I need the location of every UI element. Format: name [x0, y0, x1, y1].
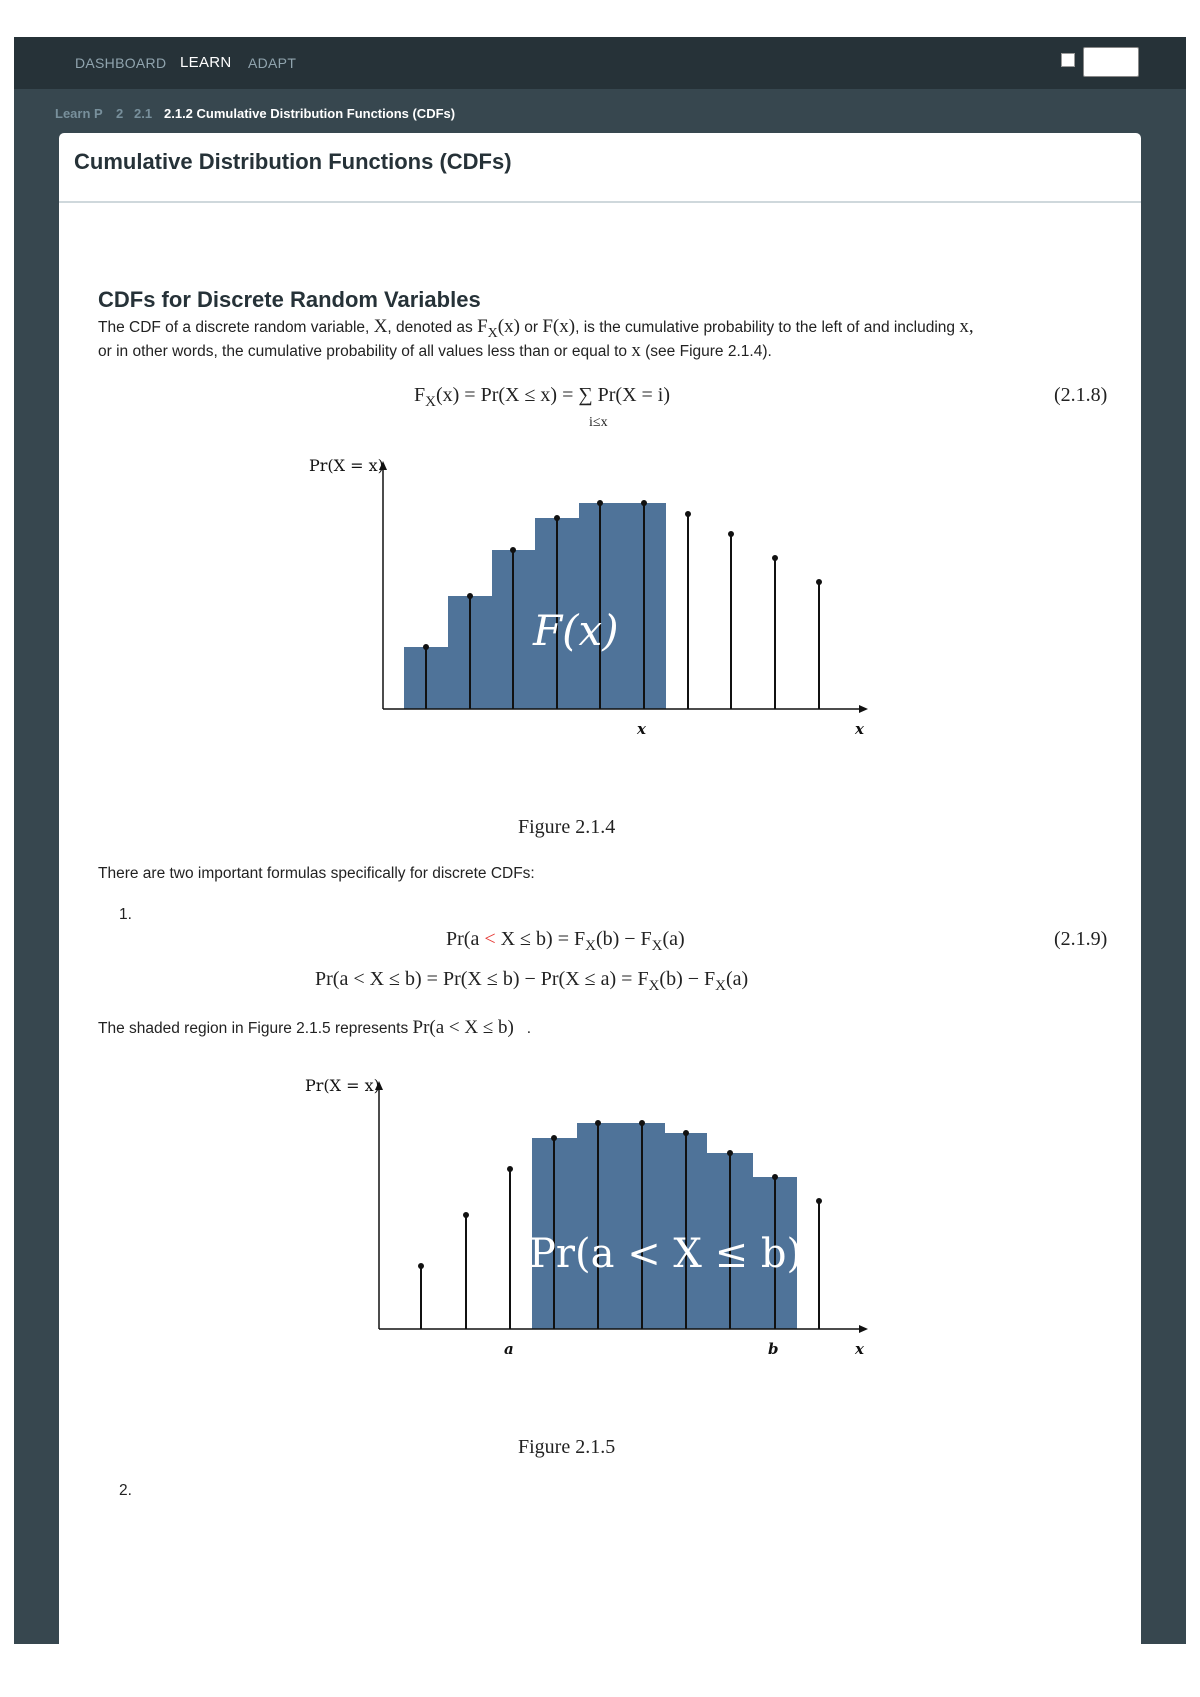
top-nav-bar: [14, 37, 1186, 89]
intro-math-FX: $F_X(x)$: [477, 316, 520, 341]
breadcrumb-chapter-2[interactable]: 2: [116, 106, 124, 121]
equation-2-1-8: $F_X(x) = Pr(X \le x)$ = ∑ Pr(X = i): [414, 384, 671, 410]
shaded-region-math: Pr(a < X ≤ b): [412, 1017, 514, 1038]
figure-2-1-5-area-label: Pr(a < X ≤ b): [529, 1231, 803, 1277]
page-title: Cumulative Distribution Functions (CDFs): [74, 149, 512, 174]
figure-2-1-5-x-label: x: [855, 1340, 864, 1358]
intro-text-4: , is the cumulative probability to the left of and including: [575, 319, 956, 336]
formulas-intro: There are two important formulas specifically for discrete CDFs:: [98, 865, 535, 882]
nav-dashboard[interactable]: DASHBOARD: [75, 55, 167, 71]
figure-2-1-5-stem-dot-9: [772, 1174, 778, 1180]
intro-math-Fx: F(x): [542, 316, 576, 337]
breadcrumb-current: 2.1.2 Cumulative Distribution Functions (CDFs): [164, 106, 456, 121]
figure-2-1-5-x-arrow: [859, 1325, 868, 1333]
equation-number-2-1-9: (2.1.9): [1054, 928, 1108, 950]
figure-2-1-5-stem-dot-6: [639, 1120, 645, 1126]
equation-2-1-9b: $Pr(a < X \le b) = Pr(X \le b) - Pr(X \le a) = F_X(b) - F_X(a)$: [315, 968, 749, 994]
shaded-region-period: .: [526, 1020, 532, 1037]
intro-text-5: or in other words, the cumulative probability of all values less than or equal to: [98, 343, 628, 360]
intro-figure-ref: (see Figure 2.1.4).: [645, 343, 772, 360]
figure-2-1-5-stem-dot-3: [507, 1166, 513, 1172]
breadcrumb-section-2-1[interactable]: 2.1: [134, 106, 153, 121]
nav-learn[interactable]: LEARN: [180, 54, 232, 71]
figure-2-1-4-area-label: F(x): [533, 606, 619, 655]
intro-text-3: or: [524, 319, 539, 336]
intro-math-X: X: [373, 316, 388, 337]
figure-2-1-5-shaded-area: [532, 1123, 797, 1329]
section-heading: CDFs for Discrete Random Variables: [98, 287, 481, 312]
app-frame: [14, 37, 1186, 1644]
equation-2-1-9: $Pr(a < X \le b) = F_X(b) - F_X(a)$: [446, 928, 685, 954]
figure-2-1-5-stem-dot-10: [816, 1198, 822, 1204]
figure-2-1-5-y-label: Pr(X = x): [305, 1076, 380, 1095]
figure-2-1-5-stem-dot-2: [463, 1212, 469, 1218]
figure-2-1-5-stem-dot-5: [595, 1120, 601, 1126]
list-item-1-number: 1.: [119, 906, 132, 923]
figure-2-1-5-stem-dot-4: [551, 1135, 557, 1141]
intro-math-x2: x: [631, 340, 641, 361]
figure-2-1-5-stem-dot-1: [418, 1263, 424, 1269]
figure-2-1-5-tick-b: b: [768, 1340, 779, 1358]
search-input[interactable]: [1083, 47, 1139, 77]
menu-toggle-checkbox[interactable]: [1061, 53, 1075, 67]
shaded-region-label: The shaded region in Figure 2.1.5 represents: [98, 1020, 409, 1037]
figure-2-1-5-bar-2: [577, 1123, 665, 1329]
list-item-2-number: 2.: [119, 1482, 132, 1499]
content-card: [59, 133, 1141, 1644]
breadcrumb-learn-p[interactable]: Learn P: [55, 106, 103, 121]
figure-2-1-5-stem-dot-8: [727, 1150, 733, 1156]
figure-2-1-5-tick-a: a: [504, 1340, 514, 1358]
equation-number-2-1-8: (2.1.8): [1054, 384, 1108, 406]
intro-text-1: The CDF of a discrete random variable,: [98, 319, 370, 336]
figure-2-1-5-stem-dot-7: [683, 1130, 689, 1136]
figure-2-1-4-y-label: Pr(X = x): [309, 456, 384, 475]
intro-math-x: x,: [959, 316, 974, 337]
figure-2-1-5-caption: Figure 2.1.5: [518, 1436, 616, 1458]
figure-2-1-4-tick-x: x: [637, 720, 646, 738]
figure-2-1-4-x-label: x: [855, 720, 864, 738]
equation-2-1-8-subscript: i≤x: [589, 415, 608, 430]
nav-adapt[interactable]: ADAPT: [248, 55, 297, 71]
intro-text-2: , denoted as: [387, 319, 473, 336]
figure-2-1-5: [59, 133, 1141, 1644]
figure-2-1-4-caption: Figure 2.1.4: [518, 816, 616, 838]
